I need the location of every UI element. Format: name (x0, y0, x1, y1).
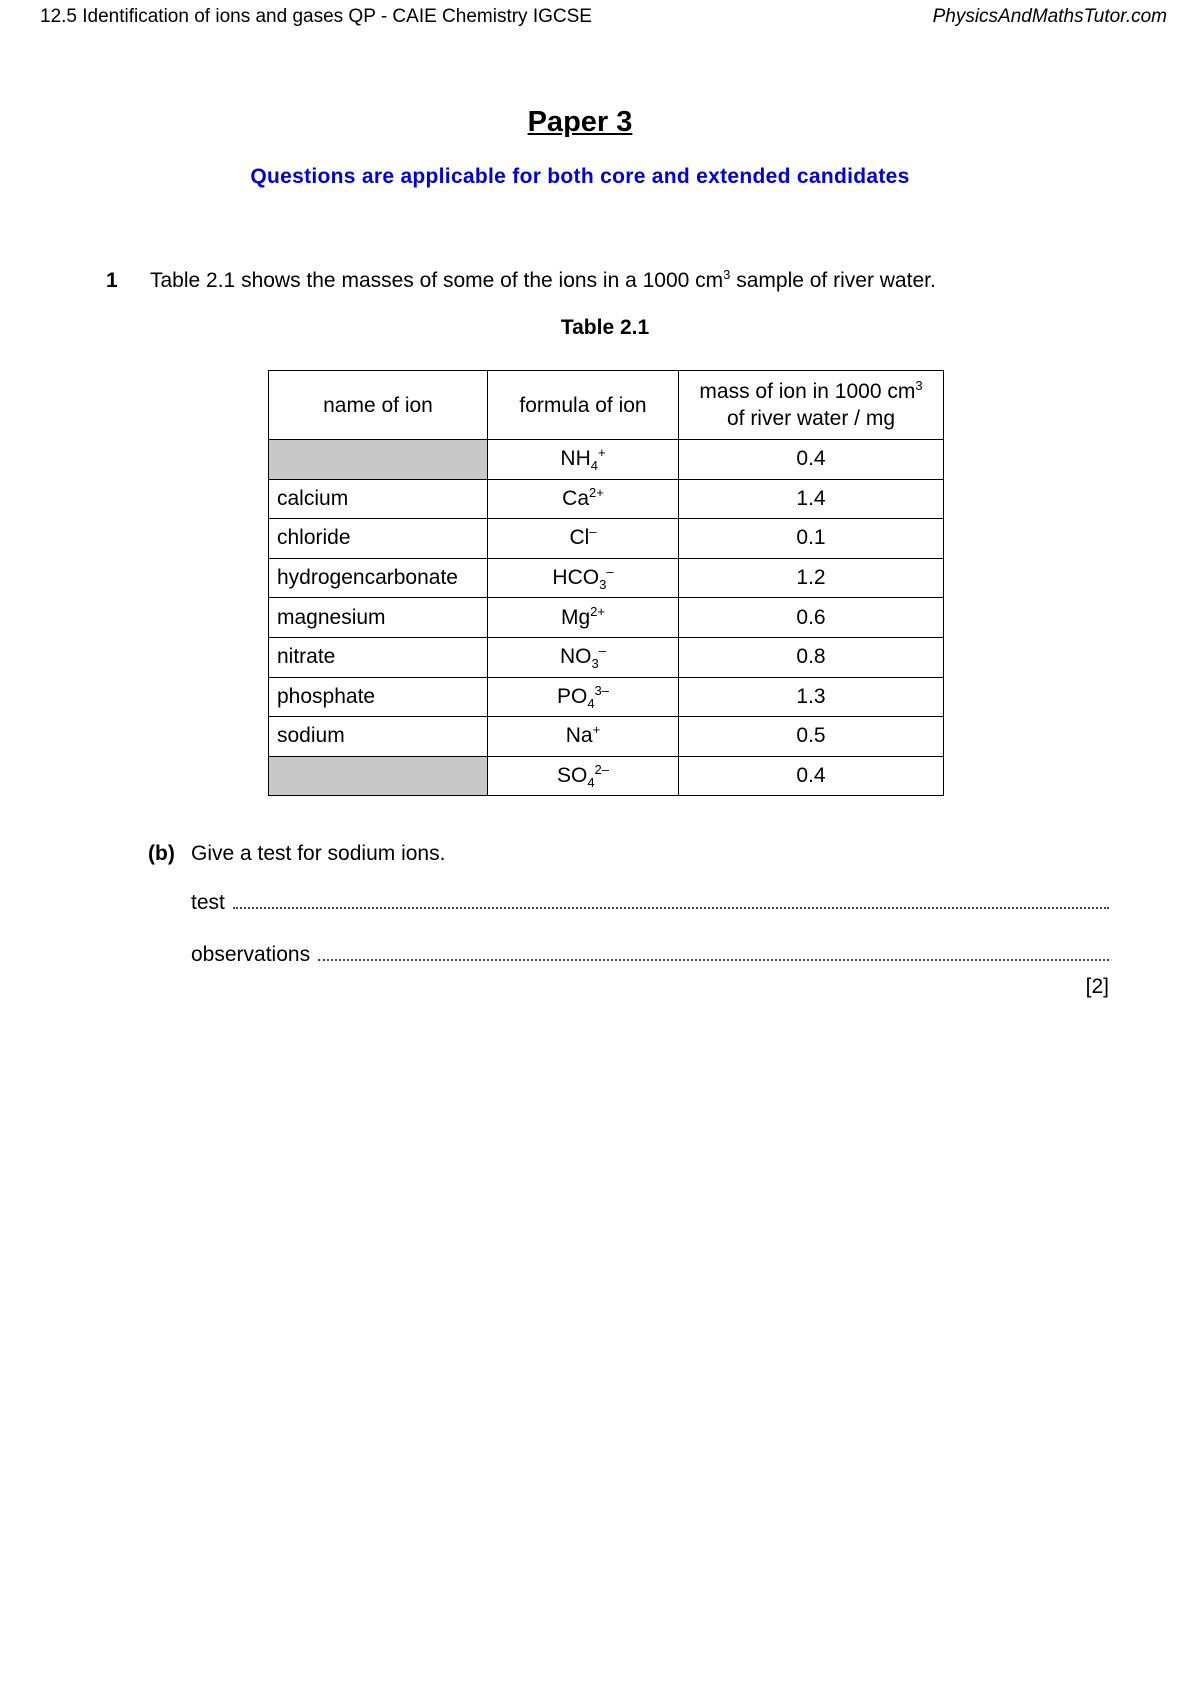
formula-superscript: 2+ (589, 484, 604, 500)
question-text (150, 269, 936, 293)
question-text-sup: 3 (723, 267, 731, 282)
formula-base: Mg (560, 605, 591, 629)
header-mass-sup: 3 (915, 378, 923, 393)
table-caption: Table 2.1 (560, 316, 650, 339)
ion-formula-cell (488, 440, 679, 480)
test-answer-line[interactable] (233, 891, 1109, 909)
question-text-before: Table 2.1 shows the masses of some of the ions in a 1000 cm (150, 269, 724, 292)
header-name: name of ion (269, 371, 488, 440)
table-row (269, 598, 944, 638)
formula-superscript: – (598, 643, 606, 659)
ion-mass-cell: 0.5 (679, 717, 944, 757)
table-row (269, 519, 944, 559)
paper-title (0, 106, 1160, 139)
part-b-label: (b) (148, 842, 175, 865)
formula-superscript: 2– (594, 762, 610, 778)
ion-formula-cell (488, 519, 679, 559)
question-number: 1 (106, 269, 118, 292)
formula-superscript: + (597, 445, 606, 461)
formula-base: Cl (569, 526, 590, 550)
ion-mass-cell: 0.4 (679, 440, 944, 480)
ion-name-cell: sodium (269, 717, 488, 757)
ion-formula-cell (488, 558, 679, 598)
header-left: 12.5 Identification of ions and gases QP - CAIE Chemistry IGCSE (40, 6, 592, 27)
formula-base: Ca (562, 486, 590, 510)
header-mass-line1: mass of ion in 1000 cm (699, 380, 916, 403)
ion-mass-cell: 0.8 (679, 637, 944, 677)
observations-answer-row[interactable] (191, 943, 1109, 967)
test-answer-row[interactable] (191, 891, 1109, 915)
ion-formula-cell (488, 598, 679, 638)
ion-name-cell: calcium (269, 479, 488, 519)
ion-formula-cell (488, 717, 679, 757)
ion-name-cell: magnesium (269, 598, 488, 638)
table-body (269, 440, 944, 796)
formula-subscript: 4 (587, 775, 595, 791)
header-mass (679, 371, 944, 440)
ion-name-cell: chloride (269, 519, 488, 559)
table-row (269, 677, 944, 717)
ion-mass-cell: 1.4 (679, 479, 944, 519)
formula-base: NH (560, 447, 591, 471)
header-right: PhysicsAndMathsTutor.com (932, 6, 1167, 27)
ion-name-cell: hydrogencarbonate (269, 558, 488, 598)
formula-subscript: 3 (591, 656, 599, 672)
table-row (269, 558, 944, 598)
table-row (269, 479, 944, 519)
ion-mass-cell: 0.1 (679, 519, 944, 559)
formula-subscript: 4 (590, 458, 598, 474)
test-label: test (191, 891, 225, 914)
table-row (269, 756, 944, 796)
table-row (269, 717, 944, 757)
header-mass-line2: of river water / mg (726, 407, 896, 430)
formula-superscript: + (592, 722, 601, 738)
ion-mass-cell: 0.4 (679, 756, 944, 796)
formula-subscript: 3 (599, 577, 607, 593)
formula-subscript: 4 (587, 695, 595, 711)
ions-table (268, 370, 944, 796)
formula-base: SO (556, 764, 588, 788)
formula-superscript: 3– (594, 682, 610, 698)
formula-superscript: – (606, 564, 614, 580)
table-row (269, 637, 944, 677)
ion-mass-cell: 1.3 (679, 677, 944, 717)
ion-mass-cell: 0.6 (679, 598, 944, 638)
subtitle: Questions are applicable for both core and extended candidates (250, 165, 910, 188)
header-formula: formula of ion (488, 371, 679, 440)
formula-base: NO (560, 645, 592, 669)
question-text-after: sample of river water. (730, 269, 936, 292)
shaded-name-cell (269, 756, 488, 796)
observations-label: observations (191, 943, 311, 966)
ion-formula-cell (488, 756, 679, 796)
formula-superscript: 2+ (590, 603, 605, 619)
part-b-text: Give a test for sodium ions. (191, 842, 446, 865)
ion-formula-cell (488, 479, 679, 519)
paper-title-text: Paper 3 (527, 106, 633, 138)
observations-answer-line[interactable] (318, 943, 1109, 961)
formula-superscript: – (589, 524, 597, 540)
ion-formula-cell (488, 677, 679, 717)
marks: [2] (1085, 975, 1109, 998)
table-header-row (269, 371, 944, 440)
table-row (269, 440, 944, 480)
formula-base: PO (556, 684, 588, 708)
formula-base: HCO (552, 566, 600, 590)
ion-mass-cell: 1.2 (679, 558, 944, 598)
ion-name-cell: nitrate (269, 637, 488, 677)
ion-name-cell: phosphate (269, 677, 488, 717)
ion-formula-cell (488, 637, 679, 677)
formula-base: Na (565, 724, 593, 748)
shaded-name-cell (269, 440, 488, 480)
